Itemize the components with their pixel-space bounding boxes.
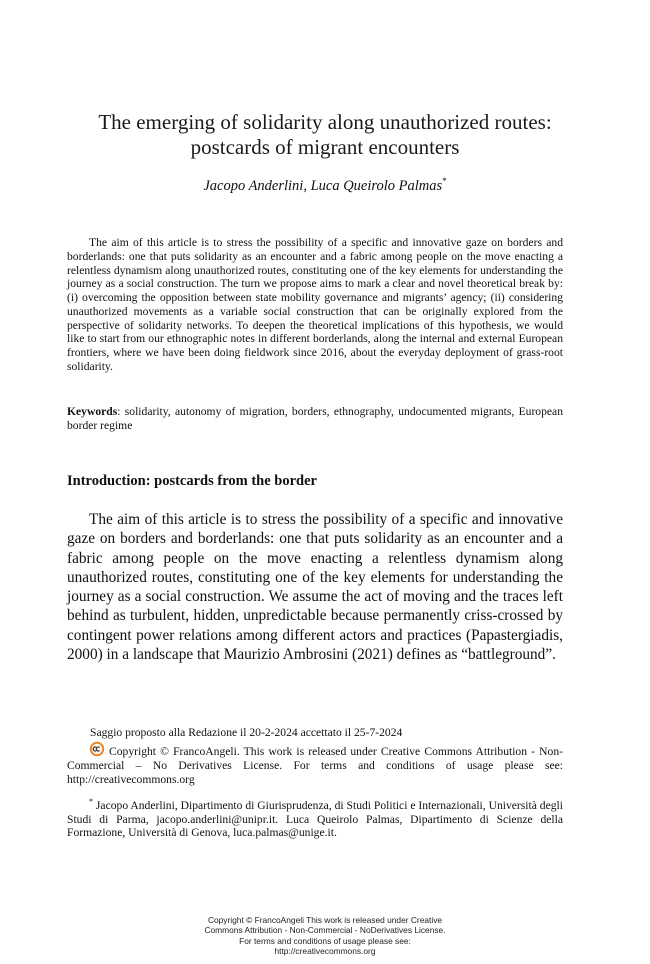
license-line-4: http://creativecommons.org [274, 946, 376, 957]
introduction-paragraph: The aim of this article is to stress the possibility of a specific and innovative gaze on borders and borderlands: one that puts solidarity as an encounter and a fabric among people on the move enacting a relentless dynamism along unauthorized routes, constituting one of the key elements for understanding the journey as a social construction. We assume the act of moving and the traces left behind as turbulent, hidden, unpredictable because permanently criss-crossed by contingent power relations among different actors and practices (Papastergiadis, 2000) in a landscape that Maurizio Ambrosini (2021) defines as “battleground”. [67, 511, 563, 664]
license-line-1: Copyright © FrancoAngeli This work is released under Creative [207, 915, 443, 925]
author-affiliation-note [67, 795, 563, 840]
abstract: The aim of this article is to stress the possibility of a specific and innovative gaze on borders and borderlands: one that puts solidarity as an encounter and a fabric among people on the move enacting a relentless dynamism along unauthorized routes, constituting one of the key elements for understanding the journey as a social construction. The turn we propose aims to mark a clear and novel theoretical break by: (i) overcoming the opposition between state mobility governance and migrants’ agency; (ii) considering unauthorized movements as a variable social construction that can be originally explored from the perspective of solidarity networks. To deepen the theoretical implications of this hypothesis, we would like to start from our ethnographic notes in different borderlands, along the internal and external European frontiers, where we have been doing fieldwork since 2016, about the everyday deployment of grass-root solidarity. [67, 236, 563, 373]
article-title [60, 110, 590, 160]
author-footnote-marker: * [442, 176, 447, 186]
affiliation-marker: * [89, 797, 93, 806]
keywords [67, 405, 563, 433]
author-names: Jacopo Anderlini, Luca Queirolo Palmas [203, 177, 443, 194]
submission-date-note: Saggio proposto alla Redazione il 20-2-2024 accettato il 25-7-2024 [90, 726, 403, 739]
keywords-label: Keywords [67, 405, 118, 418]
license-line-2: Commons Attribution - Non-Commercial - NoDerivatives License. [204, 925, 446, 936]
article-title-line-2: postcards of migrant encounters [190, 135, 460, 159]
license-line-3: For terms and conditions of usage please see: [239, 935, 411, 946]
section-heading: Introduction: postcards from the border [67, 473, 317, 489]
article-title-line-1: The emerging of solidarity along unauthorized routes: [98, 110, 552, 134]
keywords-text: : solidarity, autonomy of migration, borders, ethnography, undocumented migrants, European border regime [67, 405, 563, 432]
bottom-license-notice [150, 915, 500, 957]
author-line [60, 176, 590, 195]
affiliation-text: Jacopo Anderlini, Dipartimento di Giurisprudenza, di Studi Politici e Internazionali, Università degli Studi di Parma, jacopo.anderlini@unipr.it. Luca Queirolo Palmas, Dipartimento di Scienze della Formazione, Università di Genova, luca.palmas@unige.it. [67, 798, 563, 840]
copyright-note: Copyright © FrancoAngeli. This work is released under Creative Commons Attribution - Non-Commercial – No Derivatives License. For terms and conditions of usage please see: http://creativecommons.org [67, 745, 563, 786]
